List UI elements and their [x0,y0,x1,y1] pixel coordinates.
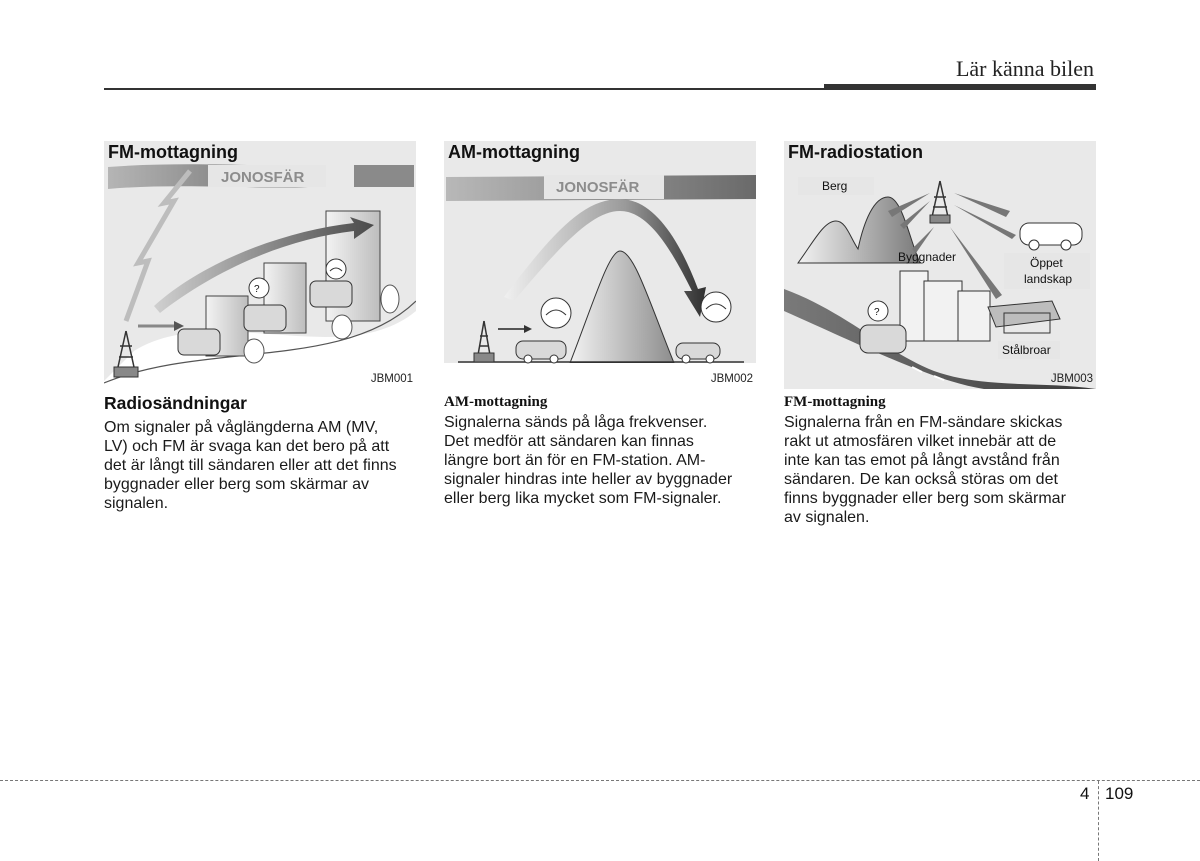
ionosphere-label: JONOSFÄR [556,179,640,196]
text-line: Det medför att sändaren kan finnas [444,433,694,450]
label-open-2: landskap [1024,272,1073,286]
section-body [104,418,416,513]
text-line: sändaren. De kan också störas om det [784,471,1058,488]
text-line: Signalerna från en FM-sändare skickas [784,414,1063,431]
am-reception-illustration [444,141,756,389]
chapter-number: 4 [1080,784,1090,803]
header-rule-accent [824,84,1096,90]
text-line: rakt ut atmosfären vilket innebär att de [784,433,1057,450]
section-body [444,413,756,508]
sub-heading: AM-mottagning [444,394,548,410]
text-line: finns byggnader eller berg som skärmar [784,490,1066,507]
ionosphere-label: JONOSFÄR [221,169,305,186]
header-rule [104,88,826,90]
label-mountain: Berg [822,179,848,193]
sub-heading: FM-mottagning [784,394,886,410]
text-line: signalen. [104,495,169,512]
figure-title: FM-radiostation [788,142,923,162]
figure-code: JBM002 [710,373,753,385]
text-line: signaler hindras inte heller av byggnader [444,471,733,488]
text-line: inte kan tas emot på långt avstånd från [784,452,1060,469]
figure-title: FM-mottagning [108,142,238,162]
section-body [784,413,1096,527]
figure-code: JBM003 [1050,373,1093,385]
label-bridges: Stålbroar [1002,343,1051,357]
text-line: eller berg lika mycket som FM-signaler. [444,490,722,507]
figure-code: JBM001 [370,373,413,385]
label-buildings: Byggnader [898,250,957,264]
section-heading: Radiosändningar [104,393,247,413]
figure-title: AM-mottagning [448,142,580,162]
figure-fm-reception [104,141,416,389]
text-line: av signalen. [784,509,870,526]
svg-text:?: ? [874,307,880,318]
text-line: byggnader eller berg som skärmar av [104,476,370,493]
figure-fm-station [784,141,1096,389]
figure-am-reception [444,141,756,389]
text-line: längre bort än för en FM-station. AM- [444,452,706,469]
text-line: det är långt till sändaren eller att det finns [104,457,397,474]
footer-divider [0,780,1200,781]
text-line: Signalerna sänds på låga frekvenser. [444,414,708,431]
fm-station-illustration [784,141,1096,389]
fm-reception-illustration [104,141,416,389]
page-header-title: Lär känna bilen [955,56,1094,81]
text-line: Om signaler på våglängderna AM (MV, [104,419,379,436]
label-open-1: Öppet [1030,256,1063,270]
svg-text:?: ? [254,284,260,295]
text-line: LV) och FM är svaga kan det bero på att [104,438,390,455]
page-number: 109 [1105,784,1134,803]
footer-divider-vertical [1098,781,1099,861]
